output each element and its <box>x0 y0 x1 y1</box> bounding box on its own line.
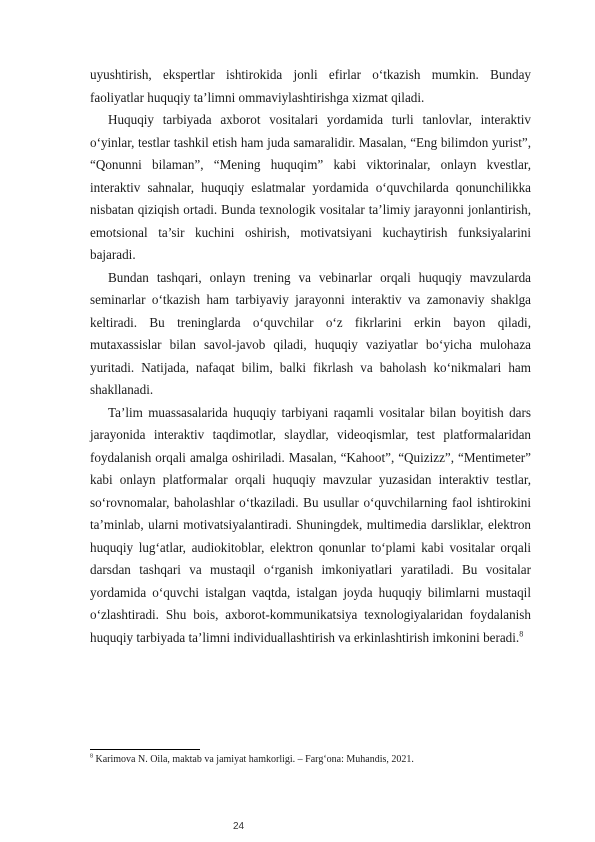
page-number: 24 <box>232 821 245 832</box>
footnote-divider <box>90 749 200 750</box>
body-text <box>90 64 531 649</box>
paragraph-1: uyushtirish, ekspertlar ishtirokida jonli efirlar o‘tkazish mumkin. Bunday faoliyatlar huquqiy ta’limni ommaviylashtirishga xizmat qiladi. <box>90 67 531 105</box>
paragraph-3: Bundan tashqari, onlayn trening va vebinarlar orqali huquqiy mavzularda seminarlar o‘tkazish ham tarbiyaviy jarayonni interaktiv va zamonaviy shaklga keltiradi. Bu treninglarda o‘quvchilar o‘z fikrlarini erkin bayon qiladi, mutaxassislar bilan savol-javob qiladi, huquqiy vaziyatlar bo‘yicha mulohaza yuritadi. Natijada, nafaqat bilim, balki fikrlash va baholash ko‘nikmalari ham shakllanadi. <box>90 269 531 397</box>
footnote-number: 8 <box>90 753 93 760</box>
paragraph-2: Huquqiy tarbiyada axborot vositalari yordamida turli tanlovlar, interaktiv o‘yinlar, testlar tashkil etish ham juda samaralidir. Masalan, “Eng bilimdon yurist”, “Qonunni bilaman”, “Mening huquqim” kabi viktorinalar, onlayn kvestlar, interaktiv sahnalar, huquqiy eslatmalar yordamida o‘quvchilarda qonunchilikka nisbatan qiziqish ortadi. Bunda texnologik vositalar ta’limiy jarayonni jonlantirish, emotsional ta’sir kuchini oshirish, motivatsiyani kuchaytirish funksiyalarini bajaradi. <box>90 112 531 262</box>
paragraph-4 <box>90 402 531 650</box>
footnote-text: Karimova N. Oila, maktab va jamiyat hamkorligi. – Farg‘ona: Muhandis, 2021. <box>95 754 414 765</box>
paragraph-4-text: Ta’lim muassasalarida huquqiy tarbiyani raqamli vositalar bilan boyitish dars jarayonida interaktiv taqdimotlar, slaydlar, videoqismlar, test platformalaridan foydalanish orqali amalga oshiriladi. Masalan, “Kahoot”, “Quizizz”, “Mentimeter” kabi onlayn platformalar orqali huquqiy mavzular yuzasidan interaktiv testlar, so‘rovnomalar, baholashlar o‘tkaziladi. Bu usullar o‘quvchilarning faol ishtirokini ta’minlab, ularni motivatsiyalantiradi. Shuningdek, multimedia darsliklar, elektron huquqiy lug‘atlar, audiokitoblar, elektron qonunlar to‘plami kabi vositalar orqali darsdan tashqari va mustaqil o‘rganish imkoniyatlari yaratiladi. Bu vositalar yordamida o‘quvchi istalgan vaqtda, istalgan joyda huquqiy bilimlarni mustaqil o‘zlashtiradi. Shu bois, axborot-kommunikatsiya texnologiyalaridan foydalanish huquqiy tarbiyada ta’limni individuallashtirish va erkinlashtirish imkonini beradi. <box>90 404 531 645</box>
footnote-reference[interactable]: 8 <box>519 629 524 639</box>
footnote <box>90 753 531 766</box>
